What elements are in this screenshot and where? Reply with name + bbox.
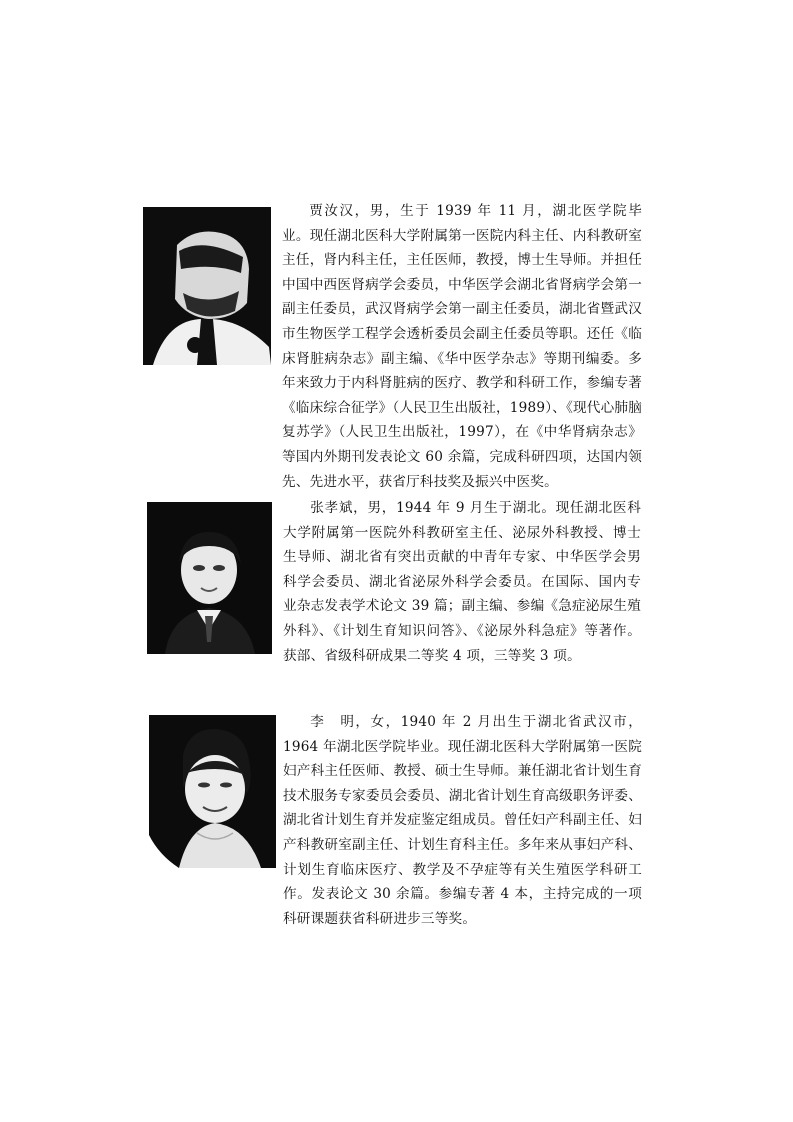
bio-paragraph: 贾汝汉，男，生于 1939 年 11 月，湖北医学院毕业。现任湖北医科大学附属第一医院内科主任、内科教研室主任，肾内科主任，主任医师，教授，博士生导师。并担任中国中西医肾病学会委员，中华医学会湖北省肾病学会第一副主任委员，武汉肾病学会第一副主任委员，湖北省暨武汉市生物医学工程学会透析委员会副主任委员等职。还任《临床肾脏病杂志》副主编、《华中医学杂志》等期刊编委。多年来致力于内科肾脏病的医疗、教学和科研工作，参编专著《临床综合征学》（人民卫生出版社，1989）、《现代心肺脑复苏学》（人民卫生出版社，1997），在《中华肾病杂志》等国内外期刊发表论文 60 余篇，完成科研四项，达国内领先、先进水平，获省厅科技奖及振兴中医奖。 <box>282 203 642 490</box>
portrait-photo <box>149 715 276 868</box>
portrait-photo <box>147 502 272 654</box>
portrait-photo <box>143 207 271 365</box>
bio-text <box>283 496 641 668</box>
bio-paragraph: 李 明，女，1940 年 2 月出生于湖北省武汉市，1964 年湖北医学院毕业。现任湖北医科大学附属第一医院妇产科主任医师、教授、硕士生导师。兼任湖北省计划生育技术服务专家委员会委员、湖北省计划生育高级职务评委、湖北省计划生育并发症鉴定组成员。曾任妇产科副主任、妇产科教研室副主任、计划生育科主任。多年来从事妇产科、计划生育临床医疗、教学及不孕症等有关生殖医学科研工作。发表论文 30 余篇。参编专著 4 本，主持完成的一项科研课题获省科研进步三等奖。 <box>283 714 642 927</box>
bio-text <box>282 199 642 494</box>
bio-paragraph: 张孝斌，男，1944 年 9 月生于湖北。现任湖北医科大学附属第一医院外科教研室主任、泌尿外科教授、博士生导师、湖北省有突出贡献的中青年专家、中华医学会男科学会委员、湖北省泌尿外科学会委员。在国际、国内专业杂志发表学术论文 39 篇；副主编、参编《急症泌尿生殖外科》、《计划生育知识问答》、《泌尿外科急症》等著作。获部、省级科研成果二等奖 4 项，三等奖 3 项。 <box>283 500 641 664</box>
bio-text <box>283 710 642 931</box>
